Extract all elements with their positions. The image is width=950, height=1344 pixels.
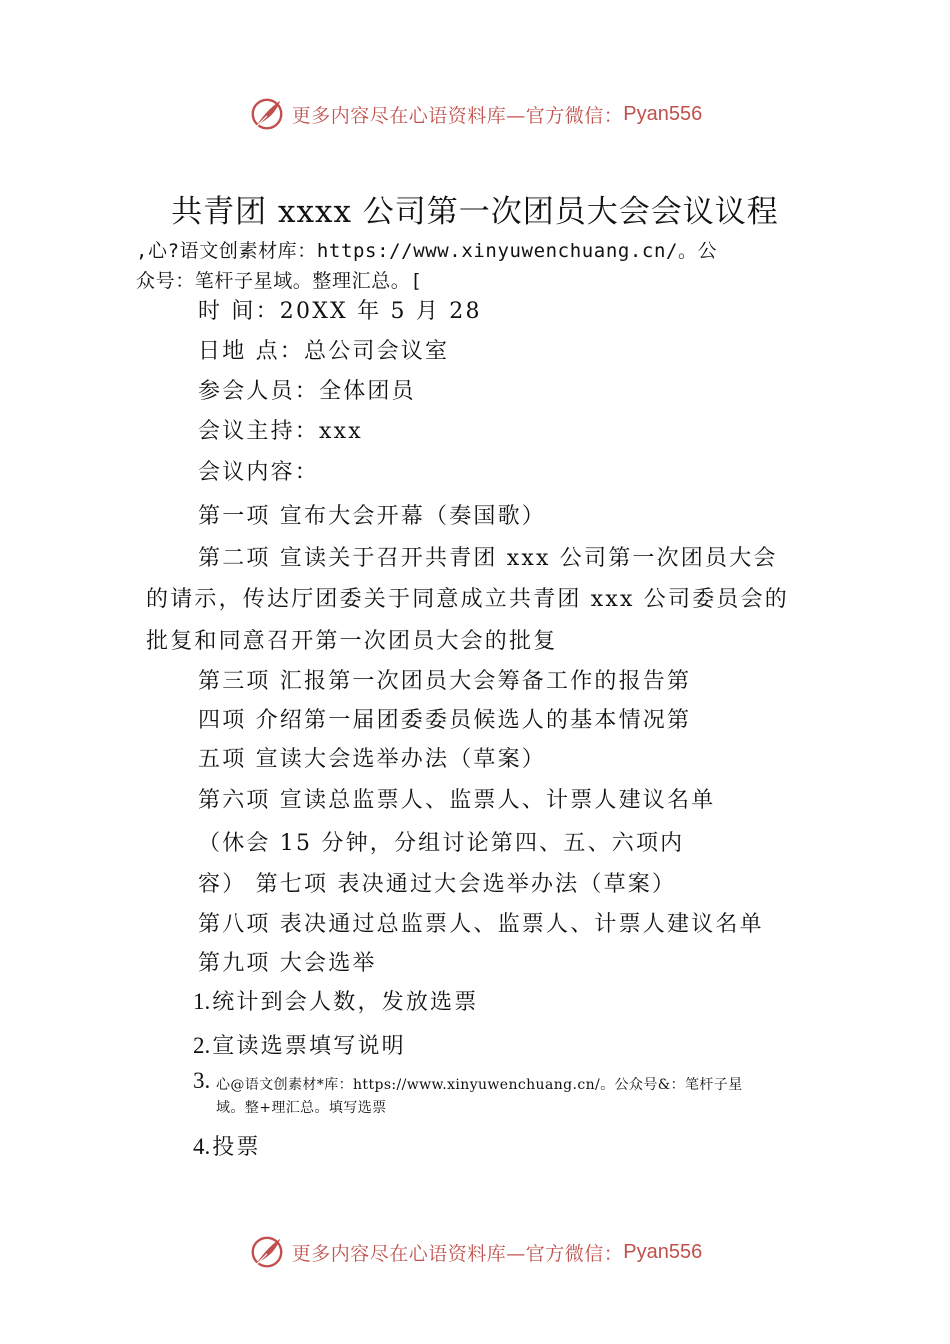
agenda-recess: （休会 15 分钟，分组讨论第四、五、六项内 (198, 831, 685, 856)
agenda-item-8: 第八项 表决通过总监票人、监票人、计票人建议名单 (198, 912, 764, 937)
agenda-item-5: 五项 宣读大会选举办法（草案） (198, 747, 546, 772)
list-text: 投票 (212, 1135, 261, 1160)
election-step-3-text-cont: 域。整+理汇总。填写选票 (216, 1100, 387, 1116)
list-text: 宣读选票填写说明 (212, 1034, 406, 1059)
agenda-item-2-cont-2: 批复和同意召开第一次团员大会的批复 (146, 629, 558, 654)
agenda-item-3: 第三项 汇报第一次团员大会筹备工作的报告第 (198, 669, 692, 694)
document-title: 共青团 xxxx 公司第一次团员大会会议议程 (171, 194, 779, 230)
quill-logo-icon (248, 95, 286, 133)
agenda-item-1: 第一项 宣布大会开幕（奏国歌） (198, 504, 546, 529)
watermark-text: 更多内容尽在心语资料库—官方微信： (291, 1242, 624, 1265)
watermark-banner-bottom (0, 1230, 950, 1274)
meeting-location: 日地 点：总公司会议室 (198, 339, 450, 364)
agenda-item-2-cont-1: 的请示，传达厅团委关于同意成立共青团 xxx 公司委员会的 (146, 587, 790, 612)
source-note-line-1: ,心?语文创素材库：https://www.xinyuwenchuang.cn/。公 (136, 240, 718, 262)
watermark-wechat-id: Pyan556 (623, 1240, 703, 1263)
list-number: 1. (193, 989, 211, 1014)
election-step-3-text: 心@语文创素材*库：https://www.xinyuwenchuang.cn/。公众号&：笔杆子星 (216, 1077, 743, 1093)
agenda-item-9: 第九项 大会选举 (198, 951, 377, 976)
watermark-text: 更多内容尽在心语资料库—官方微信： (291, 104, 624, 127)
election-step-2 (193, 1029, 406, 1060)
meeting-host: 会议主持：xxx (198, 419, 363, 444)
list-number: 4. (193, 1134, 211, 1159)
meeting-time: 时 间：20XX 年 5 月 28 (198, 299, 482, 324)
agenda-item-2: 第二项 宣读关于召开共青团 xxx 公司第一次团员大会 (198, 546, 778, 571)
meeting-content-heading: 会议内容： (198, 460, 320, 485)
agenda-item-7: 容） 第七项 表决通过大会选举办法（草案） (198, 872, 677, 897)
agenda-item-4: 四项 介绍第一届团委委员候选人的基本情况第 (198, 708, 692, 733)
source-note-line-2: 众号：笔杆子星域。整理汇总。[ (136, 270, 423, 292)
watermark-wechat-id: Pyan556 (623, 102, 703, 125)
quill-logo-icon (248, 1233, 286, 1271)
election-step-3-number (193, 1068, 212, 1094)
election-step-4 (193, 1130, 261, 1161)
list-number: 3. (193, 1068, 211, 1093)
list-number: 2. (193, 1033, 211, 1058)
meeting-attendees: 参会人员：全体团员 (198, 379, 416, 404)
list-text: 统计到会人数，发放选票 (212, 990, 479, 1015)
agenda-item-6: 第六项 宣读总监票人、监票人、计票人建议名单 (198, 788, 716, 813)
watermark-banner-top (0, 92, 950, 136)
election-step-1 (193, 985, 478, 1016)
